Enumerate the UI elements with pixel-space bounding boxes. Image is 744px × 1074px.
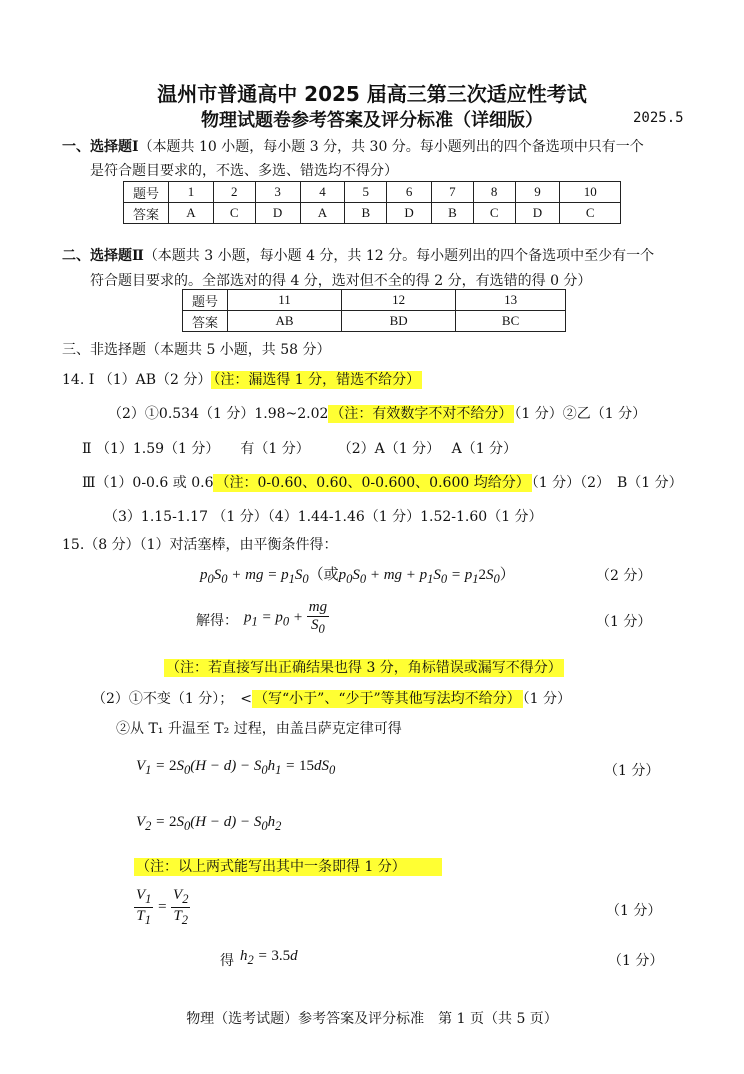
q15-note-lessthan: （写“小于”、“少于”等其他写法均不给分） bbox=[254, 691, 521, 707]
table-row bbox=[124, 182, 621, 203]
q15-line2-score: （1 分） bbox=[522, 691, 571, 707]
table-cell: D bbox=[515, 203, 560, 224]
section1-line1 bbox=[62, 136, 644, 156]
note2-text: （注：以上两式能写出其中一条即得 1 分） bbox=[134, 858, 442, 876]
table-cell: 1 bbox=[169, 182, 214, 203]
table-cell: 12 bbox=[342, 290, 456, 311]
row-label-number: 题号 bbox=[124, 182, 169, 203]
q14-line4 bbox=[82, 472, 683, 492]
table-cell: A bbox=[169, 203, 214, 224]
q14-line4-answer: Ⅲ（1）0-0.6 或 0.6 bbox=[82, 475, 214, 491]
row-label-answer: 答案 bbox=[124, 203, 169, 224]
row-label-number: 题号 bbox=[183, 290, 228, 311]
result-label: 得 bbox=[220, 953, 234, 969]
table-cell: BD bbox=[342, 311, 456, 332]
section3-heading: 三、非选择题（本题共 5 小题，共 58 分） bbox=[62, 342, 331, 358]
document-title: 温州市普通高中 2025 届高三第三次适应性考试 bbox=[157, 82, 587, 106]
table-cell: 9 bbox=[515, 182, 560, 203]
q14-line4-score: （1 分）（2） B（1 分） bbox=[531, 475, 683, 491]
fraction-mg-s0: $\frac{mg}{S_0}$ bbox=[308, 599, 328, 636]
eq1-score: （2 分） bbox=[596, 568, 652, 584]
q14-line1 bbox=[62, 369, 422, 389]
table-cell: 3 bbox=[255, 182, 300, 203]
q15-note1 bbox=[164, 657, 564, 677]
q15-note2 bbox=[134, 856, 442, 876]
q14-line5: （3）1.15-1.17 （1 分）（4）1.44-1.46（1 分）1.52-1.60（1 分） bbox=[104, 509, 543, 525]
table-cell: C bbox=[213, 203, 255, 224]
table-row bbox=[183, 311, 566, 332]
equation-balance: $p_0S_0$ + mg = $p_1S_0$（或$p_0S_0$ + mg + $p_1S_0 = p_12S_0$） bbox=[200, 567, 515, 586]
equation-gay-lussac: $\frac{V_1}{T_1}$ = $\frac{V_2}{T_2}$ bbox=[136, 887, 189, 927]
table-cell: 2 bbox=[213, 182, 255, 203]
q14-part1-answer: 14. Ⅰ （1）AB（2 分） bbox=[62, 372, 212, 388]
table-cell: 8 bbox=[473, 182, 515, 203]
eq6-score: （1 分） bbox=[608, 953, 664, 969]
q14-note2: （注：有效数字不对不给分） bbox=[330, 406, 513, 422]
section1-answer-table bbox=[123, 181, 621, 224]
q14-note3: （注：0-0.60、0.60、0-0.600、0.600 均给分） bbox=[215, 475, 530, 491]
section2-desc1: （本题共 3 小题，每小题 4 分，共 12 分。每小题列出的四个备选项中至少有一个 bbox=[143, 248, 655, 264]
fraction-v1-t1: $\frac{V_1}{T_1}$ bbox=[136, 887, 152, 927]
section2-line1 bbox=[62, 245, 654, 265]
table-cell: C bbox=[473, 203, 515, 224]
eq5-score: （1 分） bbox=[606, 903, 662, 919]
q14-line2-answer: （2）①0.534（1 分）1.98~2.02 bbox=[108, 406, 329, 422]
table-cell: B bbox=[432, 203, 474, 224]
page-footer: 物理（选考试题）参考答案及评分标准 第 1 页（共 5 页） bbox=[186, 1011, 558, 1027]
solve-label: 解得： bbox=[196, 613, 238, 629]
row-label-answer: 答案 bbox=[183, 311, 228, 332]
table-cell: 10 bbox=[560, 182, 621, 203]
q15-line3: ②从 T₁ 升温至 T₂ 过程，由盖吕萨克定律可得 bbox=[116, 721, 402, 737]
table-row bbox=[124, 203, 621, 224]
fraction-v2-t2: $\frac{V_2}{T_2}$ bbox=[173, 887, 189, 927]
q14-line2-score: （1 分）②乙（1 分） bbox=[514, 406, 647, 422]
eq1-alt-open: （或 bbox=[308, 567, 339, 583]
table-cell: 7 bbox=[432, 182, 474, 203]
table-row bbox=[183, 290, 566, 311]
q15-line1: 15.（8 分）（1）对活塞棒，由平衡条件得： bbox=[62, 537, 338, 553]
q15-line2 bbox=[92, 688, 571, 708]
table-cell: 13 bbox=[456, 290, 566, 311]
section1-desc2: 是符合题目要求的，不选、多选、错选均不得分） bbox=[90, 163, 398, 179]
equation-p1: $p_1 = p_0$ + $\frac{mg}{S_0}$ bbox=[244, 599, 328, 636]
section2-desc2: 符合题目要求的。全部选对的得 4 分，选对但不全的得 2 分，有选错的得 0 分） bbox=[90, 273, 592, 289]
q14-note1: （注：漏选得 1 分，错选不给分） bbox=[213, 372, 421, 388]
q14-line2 bbox=[108, 403, 646, 423]
table-cell: B bbox=[345, 203, 387, 224]
section2-answer-table bbox=[182, 289, 566, 332]
table-cell: AB bbox=[228, 311, 342, 332]
table-cell: BC bbox=[456, 311, 566, 332]
table-cell: D bbox=[387, 203, 432, 224]
document-subtitle: 物理试题卷参考答案及评分标准（详细版） bbox=[201, 110, 543, 131]
note1-text: （注：若直接写出正确结果也得 3 分，角标错误或漏写不得分） bbox=[166, 660, 562, 676]
section1-desc1: （本题共 10 小题，每小题 3 分，共 30 分。每小题列出的四个备选项中只有一个 bbox=[138, 139, 644, 155]
document-date: 2025.5 bbox=[633, 110, 684, 126]
eq1-alt-close: ） bbox=[499, 567, 515, 583]
q15-line2-answer: （2）①不变（1 分）； < bbox=[92, 691, 252, 707]
table-cell: 11 bbox=[228, 290, 342, 311]
eq2-score: （1 分） bbox=[596, 614, 652, 630]
table-cell: 6 bbox=[387, 182, 432, 203]
table-cell: D bbox=[255, 203, 300, 224]
table-cell: C bbox=[560, 203, 621, 224]
eq3-score: （1 分） bbox=[604, 763, 660, 779]
equation-h2: $h_2 = 3.5d$ bbox=[240, 948, 298, 967]
table-cell: 4 bbox=[300, 182, 345, 203]
section1-heading: 一、选择题Ⅰ bbox=[62, 139, 139, 155]
q14-line3: Ⅱ （1）1.59（1 分） 有（1 分） （2）A（1 分） A（1 分） bbox=[82, 441, 518, 457]
section2-heading: 二、选择题Ⅱ bbox=[62, 248, 144, 264]
equation-v1: $V_1 = 2S_0(H - d) - S_0h_1 = 15dS_0$ bbox=[136, 758, 336, 777]
table-cell: A bbox=[300, 203, 345, 224]
table-cell: 5 bbox=[345, 182, 387, 203]
equation-v2: $V_2 = 2S_0(H - d) - S_0h_2$ bbox=[136, 814, 282, 833]
